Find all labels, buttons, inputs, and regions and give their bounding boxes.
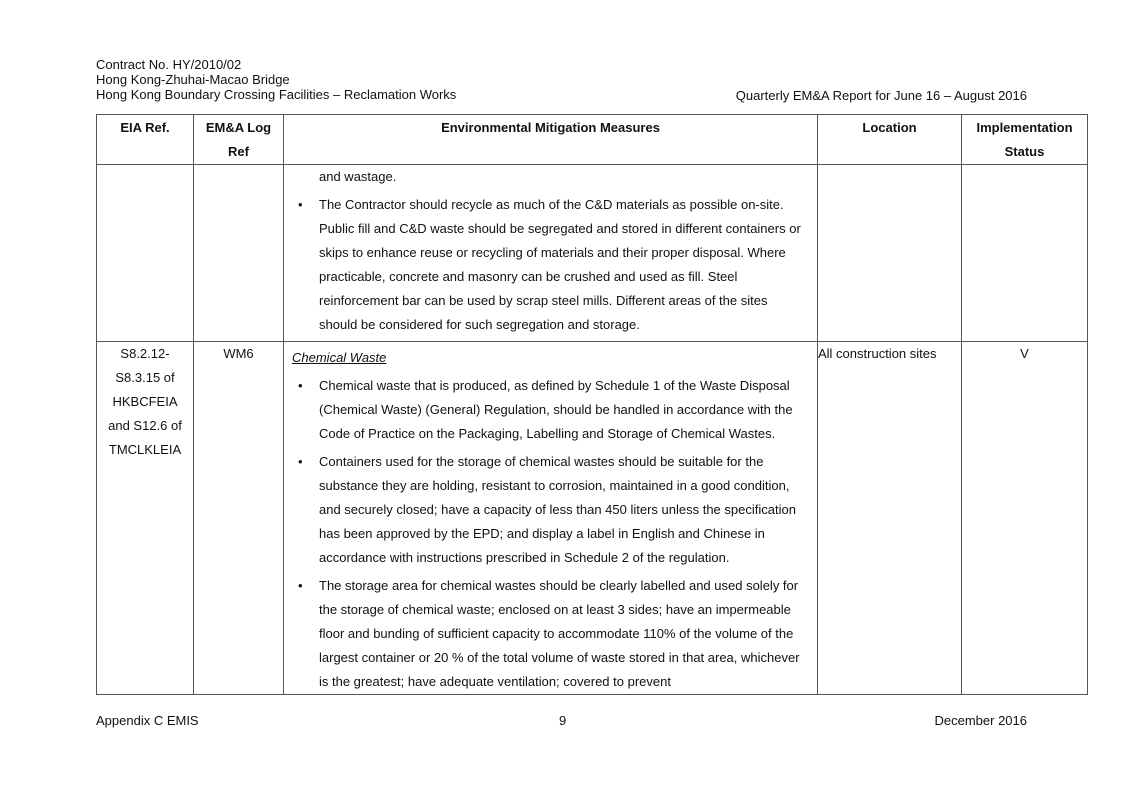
col-eia-ref: EIA Ref. bbox=[97, 115, 194, 165]
col-status: Implementation Status bbox=[962, 115, 1088, 165]
contract-number: Contract No. HY/2010/02 bbox=[96, 57, 242, 72]
table-row bbox=[97, 165, 1088, 342]
col-log-ref: EM&A Log Ref bbox=[194, 115, 284, 165]
page-number: 9 bbox=[559, 713, 567, 728]
eia-ref-cell: S8.2.12- S8.3.15 of HKBCFEIA and S12.6 of TMCLKLEIA bbox=[97, 342, 194, 695]
report-title: Quarterly EM&A Report for June 16 – August 2016 bbox=[735, 88, 1027, 103]
table-row bbox=[97, 342, 1088, 695]
continuation-text: and wastage. bbox=[319, 169, 397, 184]
bullet-item: • The storage area for chemical wastes should be clearly labelled and used solely for the storage of chemical waste; enclosed on at least 3 sides; have an impermeable floor and bunding of sufficient capacity to accommodate 110% of the volume of the largest container or 20 % of the total volume of waste stored in that area, whichever is the greatest; have adequate ventilation; covered to prevent bbox=[298, 578, 800, 689]
status-cell bbox=[962, 165, 1088, 342]
measures-cell bbox=[284, 342, 818, 695]
measures-cell bbox=[284, 165, 818, 342]
col-location: Location bbox=[818, 115, 962, 165]
log-ref-cell bbox=[194, 165, 284, 342]
emis-table bbox=[96, 114, 1088, 695]
bullet-item: • The Contractor should recycle as much of the C&D materials as possible on-site. Public fill and C&D waste should be segregated and stored in different containers or skips to enhance reuse or recycling of materials and their proper disposal. Where practicable, concrete and masonry can be crushed and used as fill. Steel reinforcement bar can be used by scrap steel mills. Different areas of the sites should be considered for such segregation and storage. bbox=[298, 197, 801, 332]
status-cell: V bbox=[962, 342, 1088, 695]
bullet-item: • Chemical waste that is produced, as defined by Schedule 1 of the Waste Disposal (Chemical Waste) (General) Regulation, should be handled in accordance with the Code of Practice on the Packaging, Labelling and Storage of Chemical Wastes. bbox=[298, 378, 793, 441]
location-cell: All construction sites bbox=[818, 342, 962, 695]
subheading-chemical-waste: Chemical Waste bbox=[292, 350, 387, 365]
footer-appendix: Appendix C EMIS bbox=[96, 713, 199, 728]
table-header-row bbox=[97, 115, 1088, 165]
works-name: Hong Kong Boundary Crossing Facilities – Reclamation Works bbox=[96, 87, 457, 102]
location-cell bbox=[818, 165, 962, 342]
document-header bbox=[96, 57, 456, 102]
eia-ref-cell bbox=[97, 165, 194, 342]
project-name: Hong Kong-Zhuhai-Macao Bridge bbox=[96, 72, 290, 87]
log-ref-cell: WM6 bbox=[194, 342, 284, 695]
footer-date: December 2016 bbox=[934, 713, 1027, 728]
bullet-item: • Containers used for the storage of chemical wastes should be suitable for the substance they are holding, resistant to corrosion, maintained in a good condition, and securely closed; have a capacity of less than 450 liters unless the specification has been approved by the EPD; and display a label in English and Chinese in accordance with instructions prescribed in Schedule 2 of the regulation. bbox=[298, 454, 796, 565]
col-measures: Environmental Mitigation Measures bbox=[284, 115, 818, 165]
